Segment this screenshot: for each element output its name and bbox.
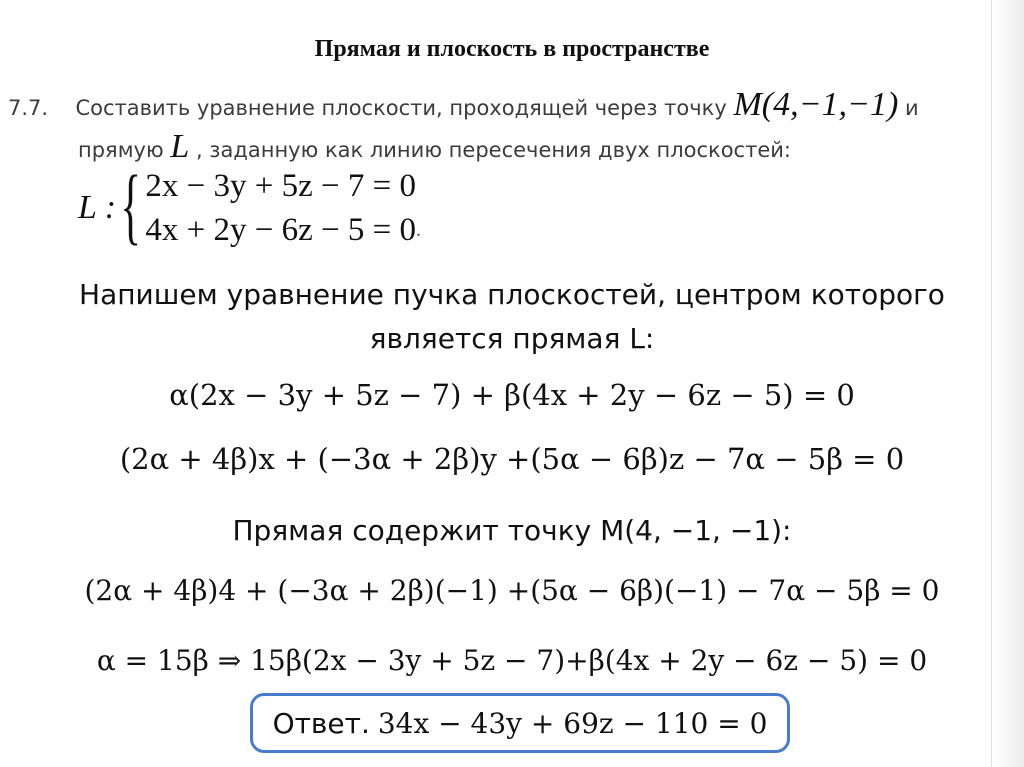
alpha-beta-relation: α = 15β ⇒ 15β(2x − 3y + 5z − 7)+β(4x + 2y − 6z − 5) = 0	[96, 644, 928, 677]
solution-text-2: является прямая L:	[369, 322, 655, 355]
equation-system	[78, 157, 421, 256]
system-end-mark: .	[416, 219, 421, 241]
answer-box	[250, 693, 790, 753]
system-rows	[145, 164, 416, 252]
problem-text-1: Составить уравнение плоскости, проходящей через точку	[75, 96, 727, 120]
solution-text-1: Напишем уравнение пучка плоскостей, центром которого	[79, 278, 945, 311]
point-m: M(4,−1,−1)	[733, 86, 899, 123]
solution-text-3: Прямая содержит точку M(4, −1, −1):	[232, 514, 792, 547]
answer-label: Ответ.	[272, 706, 370, 740]
slide-title: Прямая и плоскость в пространстве	[314, 36, 710, 62]
problem-line-1	[8, 86, 1008, 124]
problem-text-2a: прямую	[78, 138, 164, 162]
left-brace: {	[120, 157, 142, 253]
pencil-equation: α(2x − 3y + 5z − 7) + β(4x + 2y − 6z − 5) = 0	[169, 378, 855, 412]
system-equation-2: 4x + 2y − 6z − 5 = 0	[145, 212, 416, 248]
problem-number: 7.7.	[8, 96, 49, 120]
expanded-pencil-equation: (2α + 4β)x + (−3α + 2β)y +(5α − 6β)z − 7α − 5β = 0	[119, 442, 905, 476]
problem-text-2b: , заданную как линию пересечения двух плоскостей:	[195, 138, 791, 162]
system-equation-1: 2x − 3y + 5z − 7 = 0	[145, 168, 416, 204]
line-name: L	[170, 128, 190, 165]
system-label: L :	[78, 189, 117, 226]
answer-formula: 34x − 43y + 69z − 110 = 0	[377, 706, 768, 740]
problem-text-1-end: и	[905, 96, 919, 120]
substituted-point-equation: (2α + 4β)4 + (−3α + 2β)(−1) +(5α − 6β)(−1) − 7α − 5β = 0	[84, 574, 940, 607]
